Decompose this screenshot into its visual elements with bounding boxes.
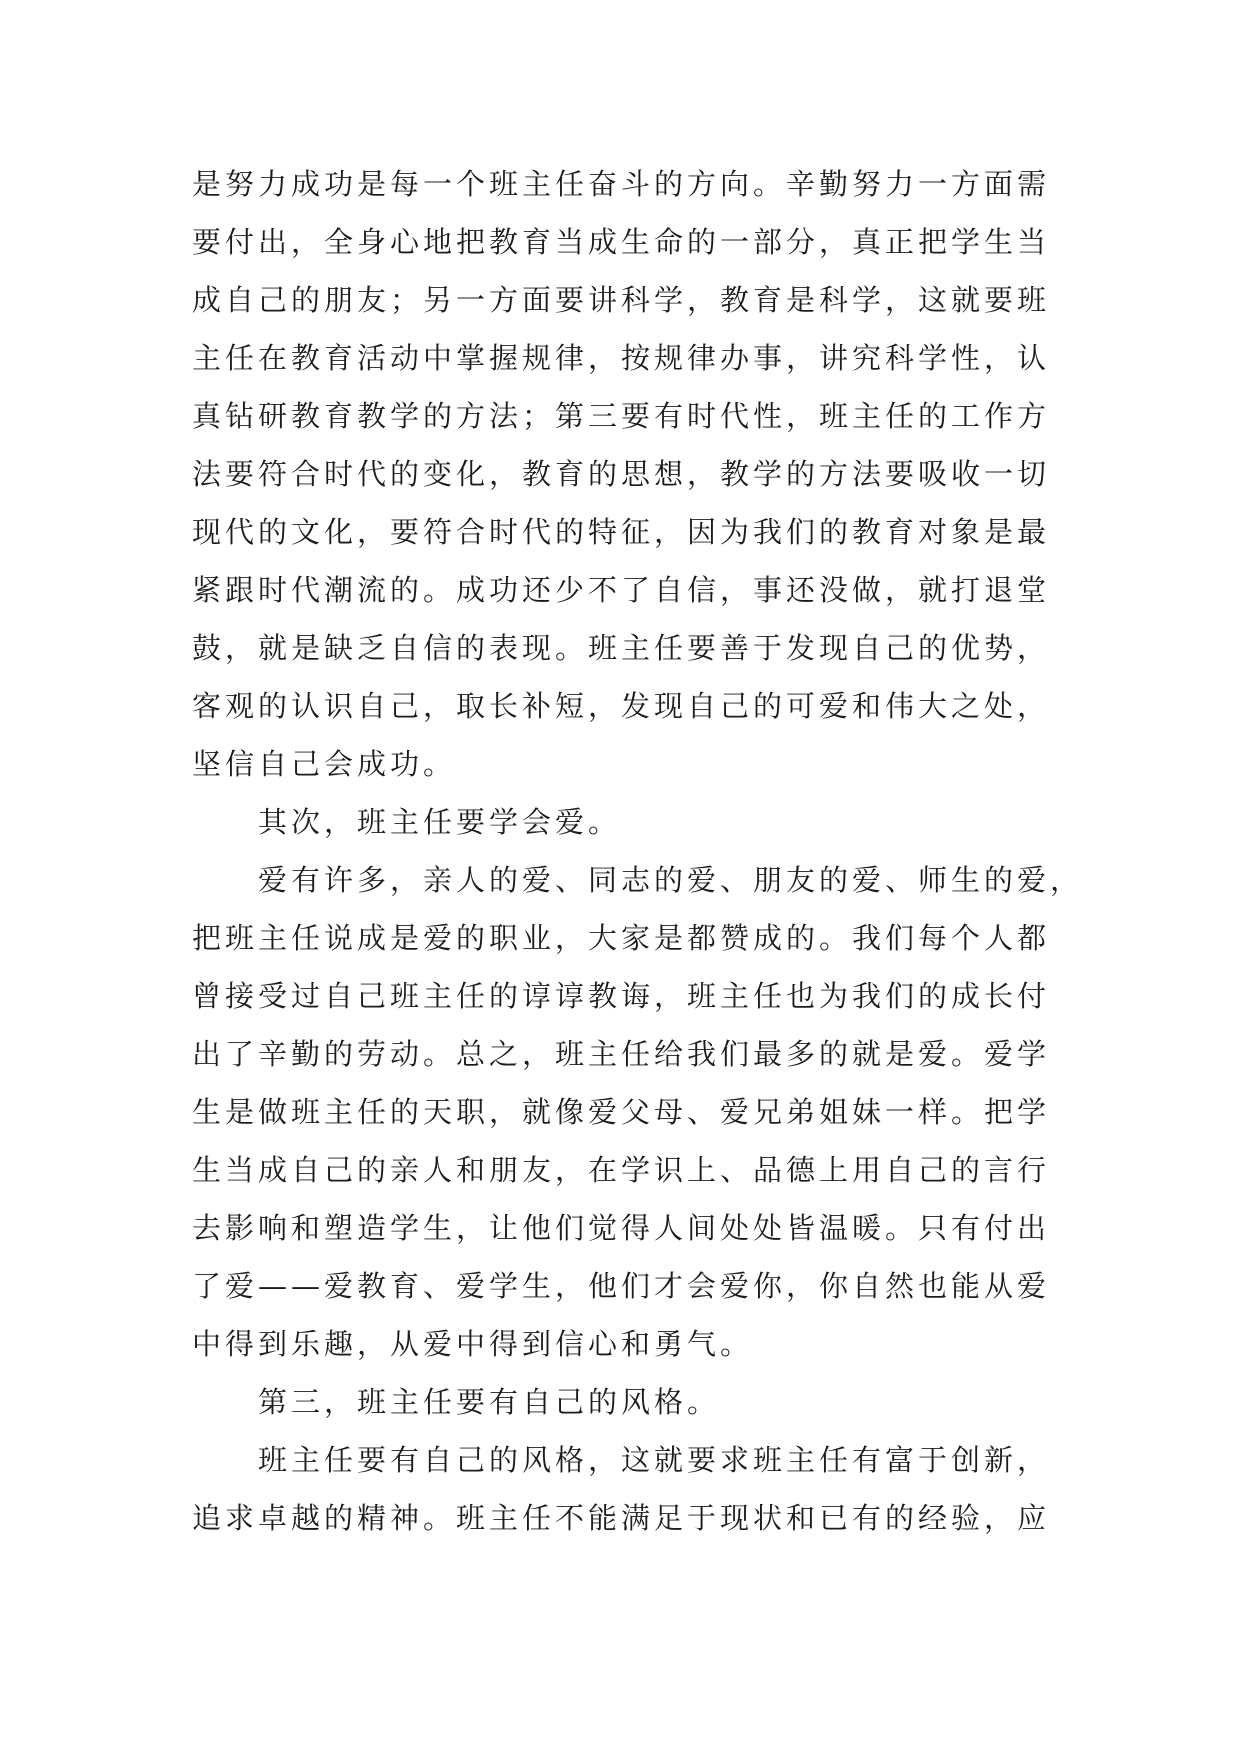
text-line: 客观的认识自己，取长补短，发现自己的可爱和伟大之处， [192, 689, 1051, 723]
text-line: 爱有许多，亲人的爱、同志的爱、朋友的爱、师生的爱， [258, 863, 1084, 897]
text-line: 曾接受过自己班主任的谆谆教诲，班主任也为我们的成长付 [192, 979, 1051, 1013]
text-line: 去影响和塑造学生，让他们觉得人间处处皆温暖。只有付出 [192, 1211, 1051, 1245]
text-line: 生是做班主任的天职，就像爱父母、爱兄弟姐妹一样。把学 [192, 1095, 1051, 1129]
text-line: 真钻研教育教学的方法；第三要有时代性，班主任的工作方 [192, 399, 1051, 433]
text-line: 中得到乐趣，从爱中得到信心和勇气。 [192, 1327, 754, 1361]
heading-line: 第三，班主任要有自己的风格。 [258, 1385, 721, 1419]
text-line: 出了辛勤的劳动。总之，班主任给我们最多的就是爱。爱学 [192, 1037, 1051, 1071]
text-line: 紧跟时代潮流的。成功还少不了自信，事还没做，就打退堂 [192, 573, 1051, 607]
paragraph-continued [192, 155, 1092, 793]
text-line: 主任在教育活动中掌握规律，按规律办事，讲究科学性，认 [192, 341, 1051, 375]
text-line: 鼓，就是缺乏自信的表现。班主任要善于发现自己的优势， [192, 631, 1051, 665]
text-line: 追求卓越的精神。班主任不能满足于现状和已有的经验，应 [192, 1501, 1051, 1535]
body-text [192, 155, 1092, 1547]
heading-line: 其次，班主任要学会爱。 [258, 805, 622, 839]
section-heading-second [192, 793, 1092, 851]
text-line: 把班主任说成是爱的职业，大家是都赞成的。我们每个人都 [192, 921, 1051, 955]
text-line: 法要符合时代的变化，教育的思想，教学的方法要吸收一切 [192, 457, 1051, 491]
text-line: 坚信自己会成功。 [192, 747, 457, 781]
text-line: 要付出，全身心地把教育当成生命的一部分，真正把学生当 [192, 225, 1051, 259]
text-line: 是努力成功是每一个班主任奋斗的方向。辛勤努力一方面需 [192, 167, 1051, 201]
text-line: 班主任要有自己的风格，这就要求班主任有富于创新， [258, 1443, 1051, 1477]
paragraph-style [192, 1431, 1092, 1547]
text-line: 生当成自己的亲人和朋友，在学识上、品德上用自己的言行 [192, 1153, 1051, 1187]
text-line: 成自己的朋友；另一方面要讲科学，教育是科学，这就要班 [192, 283, 1051, 317]
text-line: 现代的文化，要符合时代的特征，因为我们的教育对象是最 [192, 515, 1051, 549]
section-heading-third [192, 1373, 1092, 1431]
paragraph-love [192, 851, 1092, 1373]
text-line: 了爱——爱教育、爱学生，他们才会爱你，你自然也能从爱 [192, 1269, 1051, 1303]
